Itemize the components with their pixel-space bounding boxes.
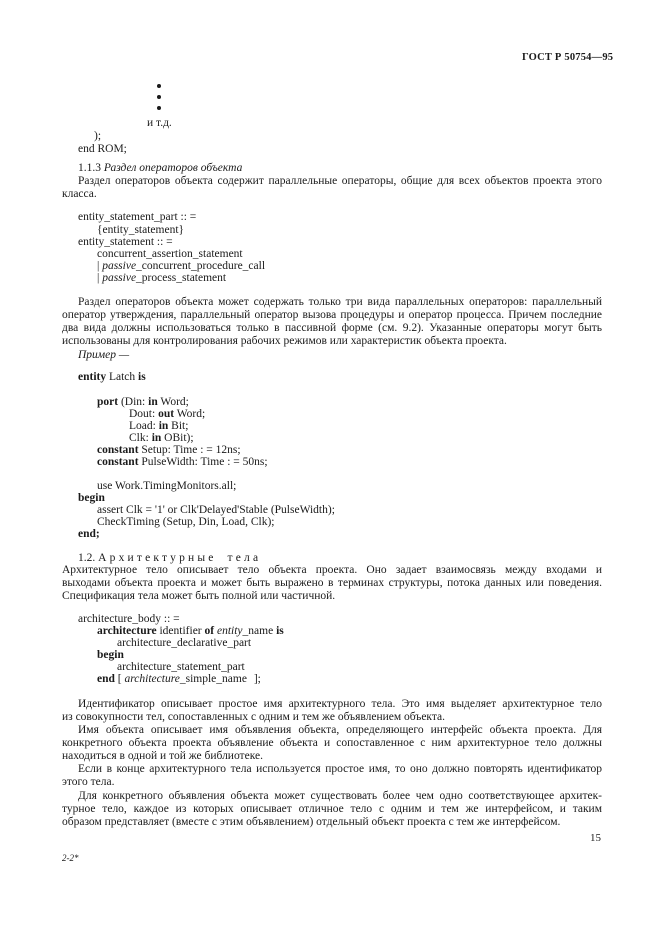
section-title-word: Архитектурные	[98, 552, 217, 564]
code-line: Load: in Bit;	[129, 420, 189, 432]
ellipsis-dot	[157, 84, 161, 88]
example-label: Пример —	[78, 349, 130, 361]
code-line: entity Latch is	[78, 371, 146, 383]
text-line: конкретного объекта проекта объявление объекта и сопоставленное с ним архитектурное тело должны	[62, 737, 602, 749]
code-line: Clk: in OBit);	[129, 432, 194, 444]
grammar-line: begin	[97, 649, 124, 661]
text-line: Раздел операторов объекта содержит параллельные операторы, общие для всех объектов проекта этого	[78, 175, 602, 187]
section-paragraph	[62, 296, 602, 348]
section-number: 1.1.3	[78, 162, 101, 174]
sheet-signature: 2-2*	[62, 853, 79, 863]
grammar-line: concurrent_assertion_statement	[97, 248, 243, 260]
section-heading-1-1-3	[78, 162, 242, 174]
page-number: 15	[590, 832, 601, 844]
code-line: constant Setup: Time : = 12ns;	[97, 444, 241, 456]
text-line: Спецификация тела может быть полной или частичной.	[62, 590, 336, 602]
text-line: Идентификатор описывает простое имя архитектурного тела. Это имя выделяет архитектурное тело	[78, 698, 602, 710]
text-line: Имя объекта описывает имя объявления объекта, определяющего интерфейс объекта проекта. Для	[78, 724, 602, 736]
text-line: выходами объекта проекта и может быть выражено в терминах структуры, потока данных или поведения.	[62, 577, 602, 589]
text-line: использованы для контролирования рабочих режимов или характеристик объекта проекта.	[62, 335, 507, 347]
text-line: класса.	[62, 188, 97, 200]
text-line: Архитектурное тело описывает тело объекта проекта. Оно задает взаимосвязь между входами и	[62, 564, 602, 576]
section-heading-1-2	[78, 552, 261, 564]
code-line: use Work.TimingMonitors.all;	[97, 480, 237, 492]
end-rom: end ROM;	[78, 143, 127, 155]
grammar-line: | passive_concurrent_procedure_call	[97, 260, 266, 272]
text-line: два вида должны использоваться только в пассивной форме (см. 9.2). Указанные операторы могут быть	[62, 322, 602, 334]
text-line: Если в конце архитектурного тела используется простое имя, то оно должно повторять идентификатор	[78, 763, 602, 775]
document-header: ГОСТ Р 50754—95	[522, 52, 614, 63]
etc-text: и т.д.	[147, 117, 172, 129]
paragraph-multiple-bodies	[62, 790, 602, 829]
code-line: end;	[78, 528, 100, 540]
paragraph-identifier	[62, 698, 602, 724]
grammar-line: architecture_declarative_part	[117, 637, 252, 649]
section-intro	[62, 564, 602, 603]
section-intro	[62, 175, 602, 201]
grammar-line: | passive_process_statement	[97, 272, 227, 284]
code-line: assert Clk = '1' or Clk'Delayed'Stable (PulseWidth);	[97, 504, 335, 516]
text-line: находиться в одной и той же библиотеке.	[62, 750, 263, 762]
grammar-line: architecture identifier of entity_name is	[97, 625, 284, 637]
grammar-line: architecture_body :: =	[78, 613, 180, 625]
code-line: port (Din: in Word;	[97, 396, 189, 408]
grammar-line: end [ architecture_simple_name ];	[97, 673, 261, 685]
paragraph-entity-name	[62, 724, 602, 763]
grammar-line: entity_statement_part :: =	[78, 211, 197, 223]
section-number: 1.2.	[78, 552, 96, 564]
text-line: турное тело, каждое из которых описывает отличное тело с одним и тем же интерфейсом, и таким	[62, 803, 602, 815]
grammar-line: architecture_statement_part	[117, 661, 245, 673]
code-line: begin	[78, 492, 105, 504]
ellipsis-dot	[157, 95, 161, 99]
ellipsis-dot	[157, 106, 161, 110]
text-line: образом представляет (вместе с этим объявлением) отдельный объект проекта с тем же интерфейсом.	[62, 816, 561, 828]
text-line: Раздел операторов объекта может содержать только три вида параллельных операторов: параллельный	[78, 296, 602, 308]
section-title-word: тела	[227, 552, 262, 564]
grammar-line: entity_statement :: =	[78, 236, 173, 248]
text-line: оператор утверждения, параллельный оператор вызова процедуры и оператор процесса. Причем последние	[62, 309, 602, 321]
code-line: CheckTiming (Setup, Din, Load, Clk);	[97, 516, 275, 528]
text-line: Для конкретного объявления объекта может существовать более чем одно соответствующее архитек-	[78, 790, 602, 802]
grammar-line: {entity_statement}	[97, 224, 185, 236]
close-paren: );	[94, 130, 102, 142]
paragraph-simple-name	[62, 763, 602, 789]
code-line: constant PulseWidth: Time : = 50ns;	[97, 456, 268, 468]
text-line: этого тела.	[62, 776, 115, 788]
code-line: Dout: out Word;	[129, 408, 206, 420]
section-title: Раздел операторов объекта	[103, 162, 243, 174]
text-line: из совокупности тел, сопоставленных с одним и тем же объявлением объекта.	[62, 711, 446, 723]
